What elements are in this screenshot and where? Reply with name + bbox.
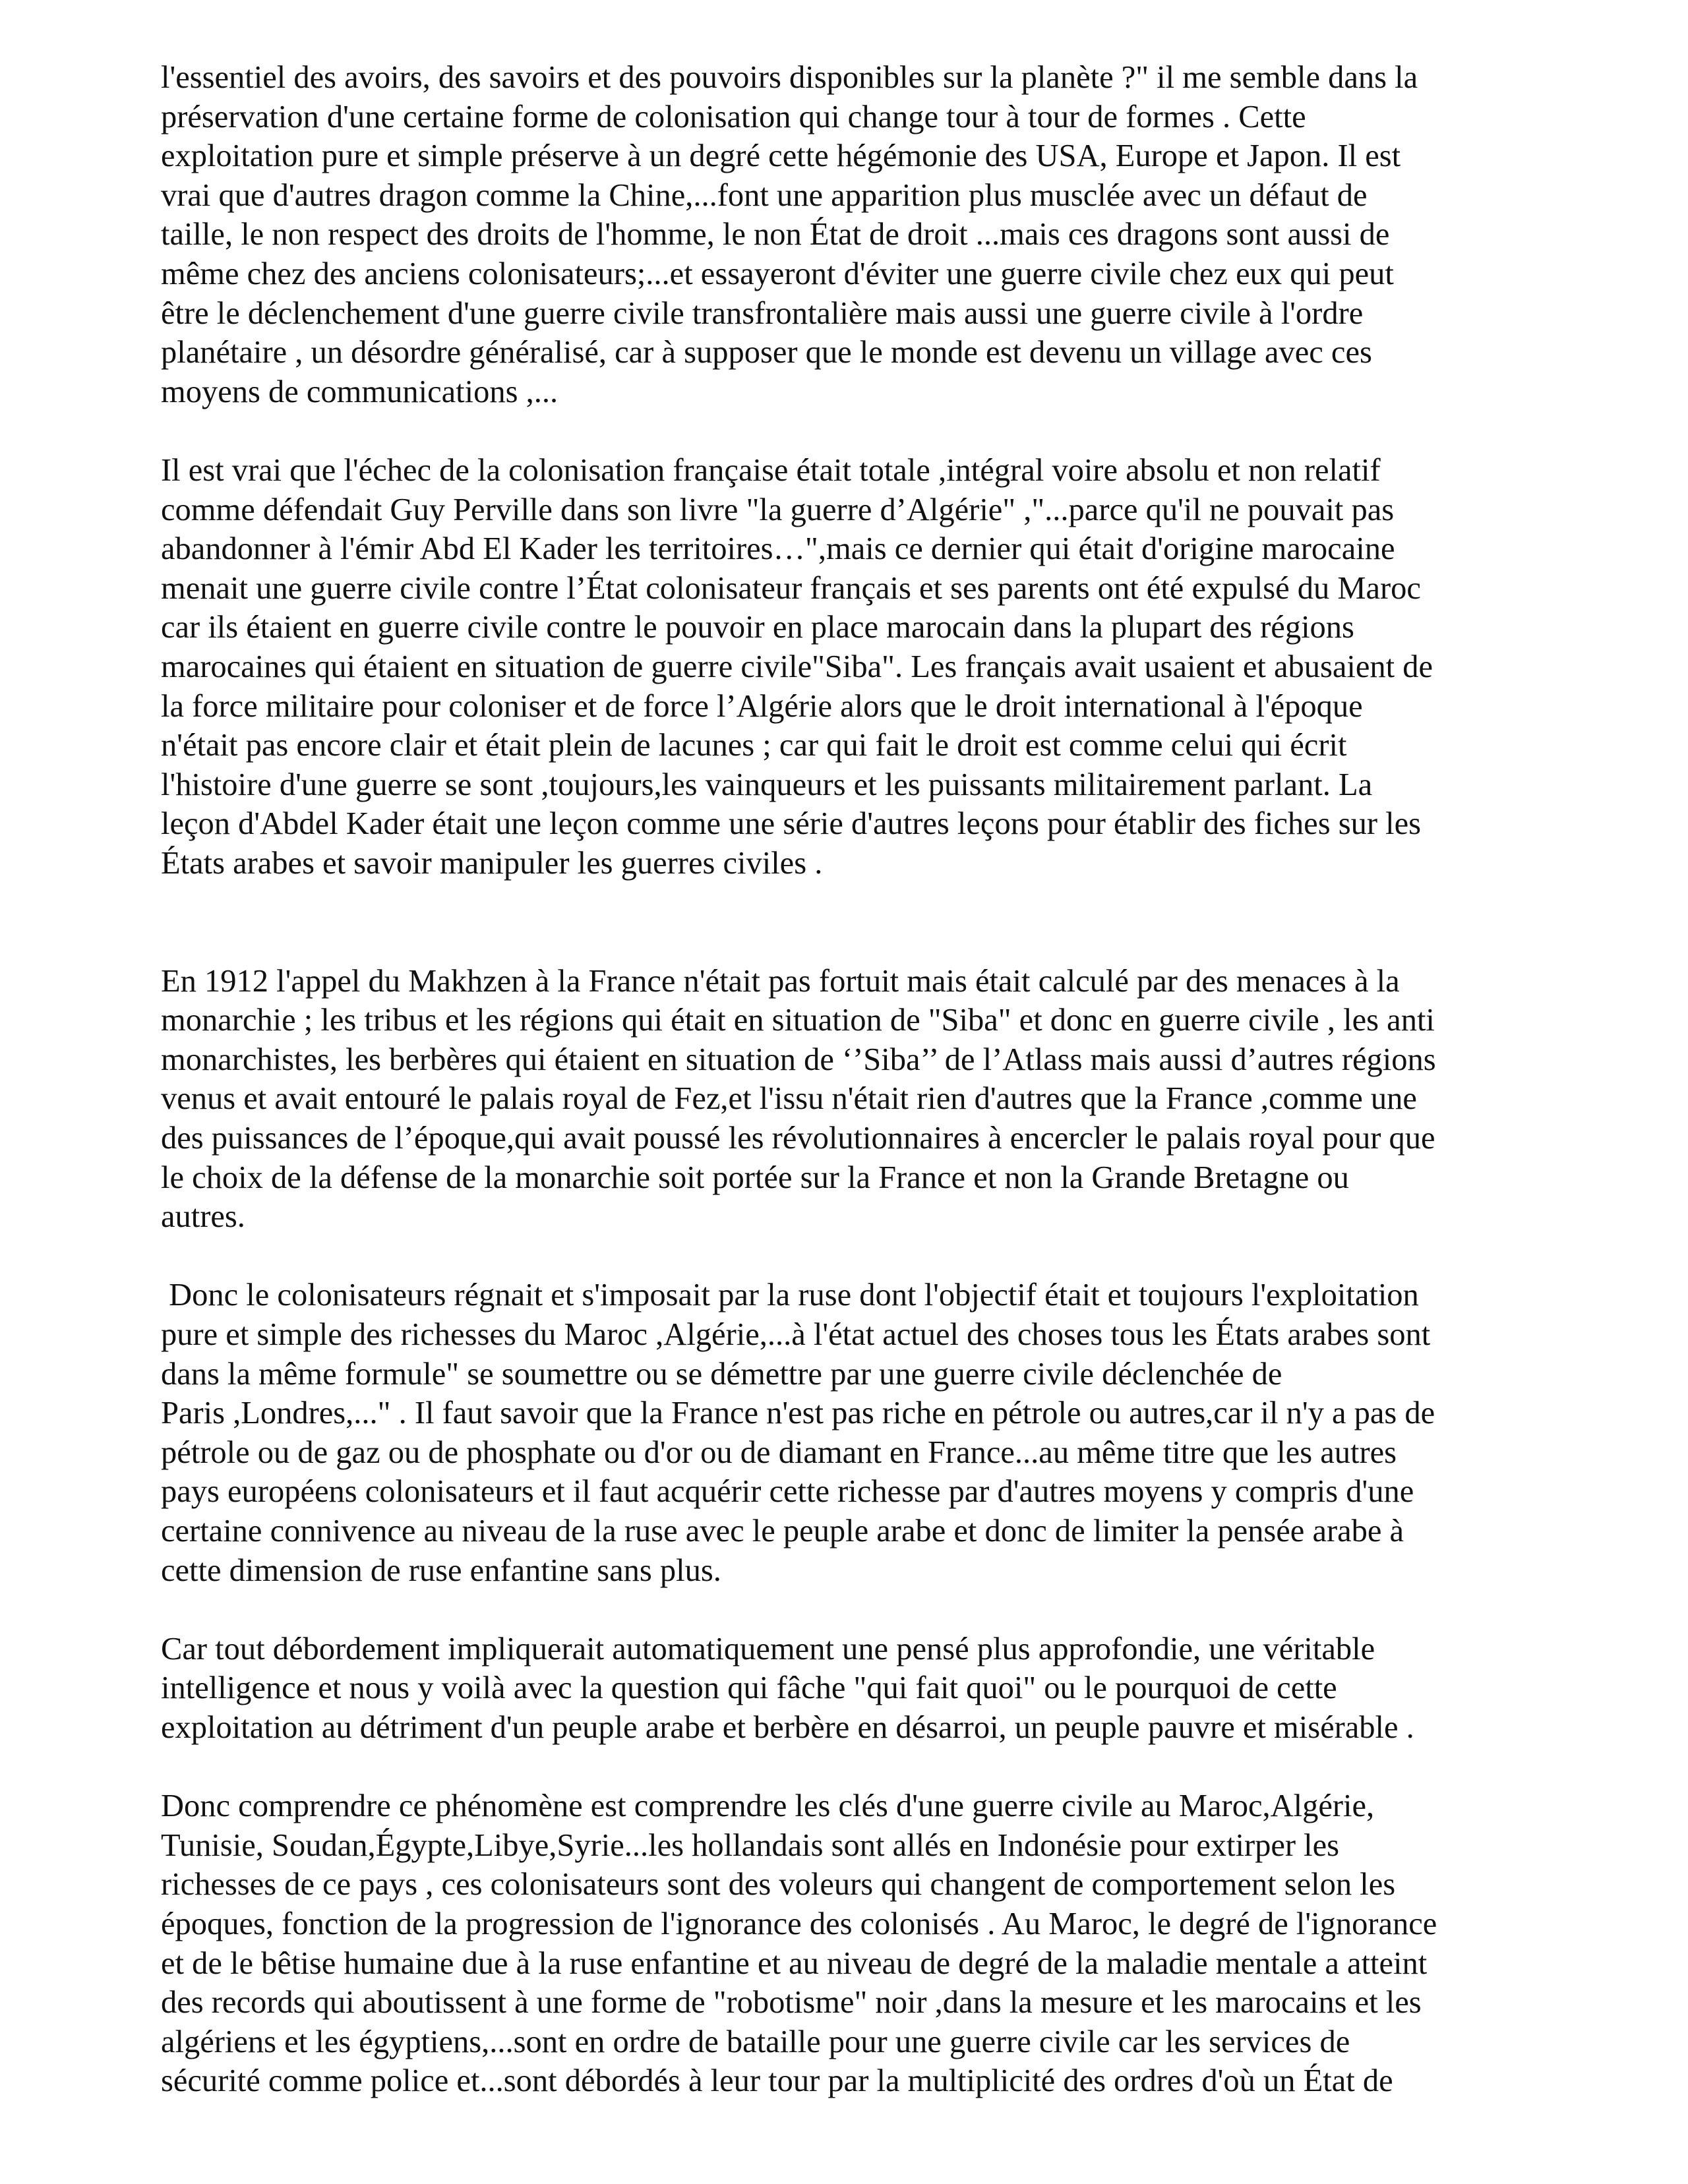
text-line: des puissances de l’époque,qui avait poussé les révolutionnaires à encercler le palais royal pour que [161, 1121, 1435, 1156]
text-line: algériens et les égyptiens,...sont en ordre de bataille pour une guerre civile car les services de [161, 2024, 1350, 2059]
text-line: pays européens colonisateurs et il faut acquérir cette richesse par d'autres moyens y compris d'une [161, 1474, 1414, 1510]
text-line: Donc le colonisateurs régnait et s'imposait par la ruse dont l'objectif était et toujours l'exploitation [161, 1278, 1419, 1313]
text-line: intelligence et nous y voilà avec la question qui fâche "qui fait quoi" ou le pourquoi de cette [161, 1670, 1337, 1706]
text-line: taille, le non respect des droits de l'homme, le non État de droit ...mais ces dragons sont aussi de [161, 217, 1390, 252]
text-line: sécurité comme police et...sont débordés à leur tour par la multiplicité des ordres d'où un État de [161, 2063, 1393, 2099]
paragraph-1 [161, 58, 1556, 411]
text-line: marocaines qui étaient en situation de guerre civile"Siba". Les français avait usaient et abusaient de [161, 649, 1433, 684]
text-line: monarchie ; les tribus et les régions qui était en situation de "Siba" et donc en guerre civile , les anti [161, 1003, 1435, 1038]
text-line: exploitation au détriment d'un peuple arabe et berbère en désarroi, un peuple pauvre et misérable . [161, 1709, 1414, 1745]
text-line: et de le bêtise humaine due à la ruse enfantine et au niveau de degré de la maladie mentale a atteint [161, 1945, 1428, 1981]
text-line: autres. [161, 1199, 245, 1235]
paragraph-4 [161, 1276, 1556, 1590]
text-line: certaine connivence au niveau de la ruse avec le peuple arabe et donc de limiter la pensée arabe à [161, 1513, 1404, 1549]
paragraph-spacer [161, 1590, 1556, 1630]
text-line: être le déclenchement d'une guerre civile transfrontalière mais aussi une guerre civile à l'ordre [161, 295, 1364, 331]
text-line: moyens de communications ,... [161, 374, 558, 409]
text-line: En 1912 l'appel du Makhzen à la France n'était pas fortuit mais était calculé par des menaces à la [161, 963, 1400, 999]
paragraph-spacer [161, 1748, 1556, 1787]
text-line: Il est vrai que l'échec de la colonisation française était totale ,intégral voire absolu et non relatif [161, 452, 1381, 488]
text-line: n'était pas encore clair et était plein de lacunes ; car qui fait le droit est comme celui qui écrit [161, 728, 1347, 763]
text-line: cette dimension de ruse enfantine sans plus. [161, 1552, 721, 1588]
text-line: même chez des anciens colonisateurs;...et essayeront d'éviter une guerre civile chez eux qui peut [161, 256, 1394, 291]
text-line: dans la même formule" se soumettre ou se démettre par une guerre civile déclenchée de [161, 1356, 1282, 1392]
text-line: la force militaire pour coloniser et de force l’Algérie alors que le droit international à l'époque [161, 688, 1363, 724]
text-line: vrai que d'autres dragon comme la Chine,...font une apparition plus musclée avec un défaut de [161, 177, 1368, 213]
text-line: comme défendait Guy Perville dans son livre "la guerre d’Algérie" ,"...parce qu'il ne pouvait pas [161, 492, 1395, 527]
text-line: l'essentiel des avoirs, des savoirs et des pouvoirs disponibles sur la planète ?" il me semble dans la [161, 60, 1418, 95]
text-line: menait une guerre civile contre l’État colonisateur français et ses parents ont été expulsé du Maroc [161, 570, 1421, 606]
text-line: Donc comprendre ce phénomène est comprendre les clés d'une guerre civile au Maroc,Algérie, [161, 1788, 1375, 1824]
paragraph-spacer [161, 1237, 1556, 1276]
paragraph-spacer [161, 411, 1556, 451]
text-line: époques, fonction de la progression de l'ignorance des colonisés . Au Maroc, le degré de l'ignorance [161, 1906, 1437, 1941]
text-line: pétrole ou de gaz ou de phosphate ou d'or ou de diamant en France...au même titre que les autres [161, 1434, 1397, 1470]
text-line: l'histoire d'une guerre se sont ,toujours,les vainqueurs et les puissants militairement parlant. La [161, 767, 1373, 802]
text-line: leçon d'Abdel Kader était une leçon comme une série d'autres leçons pour établir des fiches sur les [161, 806, 1421, 842]
text-line: des records qui aboutissent à une forme de "robotisme" noir ,dans la mesure et les marocains et les [161, 1985, 1422, 2021]
text-line: Tunisie, Soudan,Égypte,Libye,Syrie...les hollandais sont allés en Indonésie pour extirper les [161, 1827, 1340, 1863]
text-line: planétaire , un désordre généralisé, car à supposer que le monde est devenu un village avec ces [161, 335, 1372, 370]
text-line: richesses de ce pays , ces colonisateurs sont des voleurs qui changent de comportement selon les [161, 1867, 1396, 1903]
text-line: abandonner à l'émir Abd El Kader les territoires…",mais ce dernier qui était d'origine marocaine [161, 531, 1395, 567]
text-line: exploitation pure et simple préserve à un degré cette hégémonie des USA, Europe et Japon. Il est [161, 138, 1401, 174]
paragraph-5 [161, 1630, 1556, 1748]
text-line: préservation d'une certaine forme de colonisation qui change tour à tour de formes . Cette [161, 99, 1306, 134]
paragraph-2 [161, 451, 1556, 883]
paragraph-3 [161, 962, 1556, 1237]
text-line: venus et avait entouré le palais royal de Fez,et l'issu n'était rien d'autres que la France ,comme une [161, 1081, 1417, 1117]
text-line: le choix de la défense de la monarchie soit portée sur la France et non la Grande Bretagne ou [161, 1160, 1349, 1195]
text-line: car ils étaient en guerre civile contre le pouvoir en place marocain dans la plupart des régions [161, 610, 1354, 645]
text-line: monarchistes, les berbères qui étaient en situation de ‘’Siba’’ de l’Atlass mais aussi d’autres régions [161, 1042, 1436, 1077]
text-line: Car tout débordement impliquerait automatiquement une pensé plus approfondie, une véritable [161, 1631, 1375, 1667]
text-line: Paris ,Londres,..." . Il faut savoir que la France n'est pas riche en pétrole ou autres,car il n'y a pas de [161, 1396, 1435, 1431]
text-line: pure et simple des richesses du Maroc ,Algérie,...à l'état actuel des choses tous les États arabes sont [161, 1317, 1431, 1352]
paragraph-6 [161, 1786, 1556, 2101]
paragraph-spacer [161, 883, 1556, 961]
text-line: États arabes et savoir manipuler les guerres civiles . [161, 845, 823, 881]
